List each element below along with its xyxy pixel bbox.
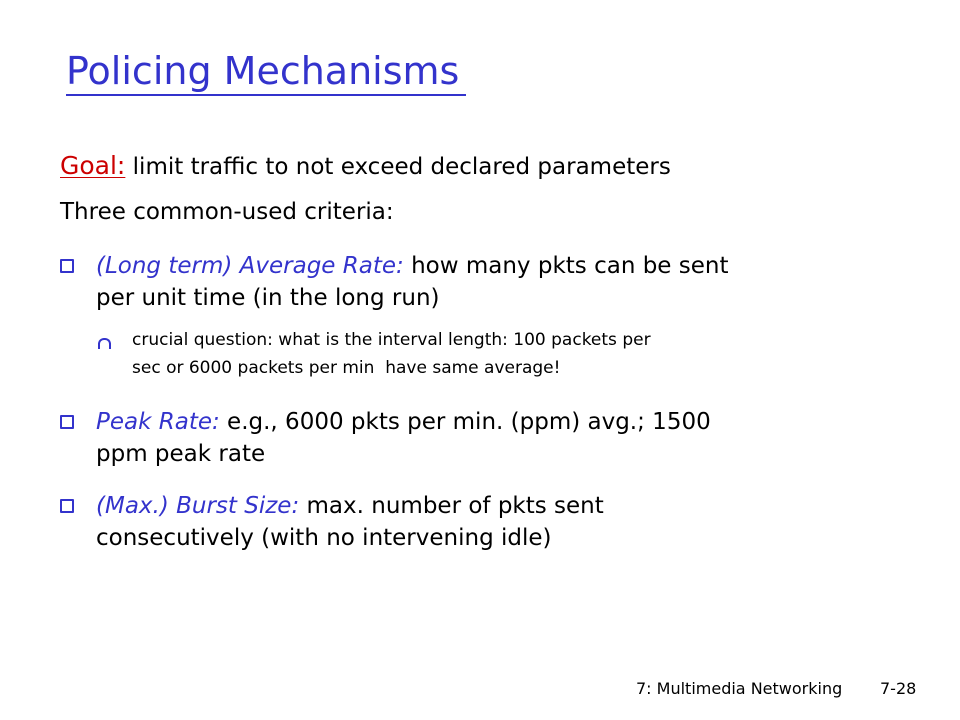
title-underline xyxy=(66,94,466,96)
square-bullet-icon xyxy=(60,259,74,273)
footer-page-number: 7-28 xyxy=(880,679,917,698)
sub-bullet-interval xyxy=(98,326,918,382)
slide-title: Policing Mechanisms xyxy=(66,49,460,93)
bullet-text xyxy=(96,250,920,314)
bullet-term: Peak Rate: xyxy=(96,409,220,435)
criteria-intro: Three common-used criteria: xyxy=(60,199,394,225)
bullet-line: per unit time (in the long run) xyxy=(96,285,440,311)
goal-text: limit traffic to not exceed declared parameters xyxy=(125,154,671,180)
bullet-line: e.g., 6000 pkts per min. (ppm) avg.; 1500 xyxy=(219,409,711,435)
bullet-line: how many pkts can be sent xyxy=(403,253,729,279)
sub-bullet-text xyxy=(132,326,918,382)
bullet-term: (Long term) Average Rate: xyxy=(96,253,404,279)
bullet-line: consecutively (with no intervening idle) xyxy=(96,525,552,551)
bullet-burst-size xyxy=(60,490,920,554)
goal-statement xyxy=(60,150,671,183)
bullet-peak-rate xyxy=(60,406,920,470)
bullet-term: (Max.) Burst Size: xyxy=(96,493,300,519)
sub-bullet-line: crucial question: what is the interval length: 100 packets per xyxy=(132,330,651,350)
square-bullet-icon xyxy=(60,499,74,513)
goal-label: Goal: xyxy=(60,151,126,180)
footer-chapter: 7: Multimedia Networking xyxy=(636,679,843,698)
bullet-text xyxy=(96,406,920,470)
arch-bullet-icon xyxy=(98,338,111,349)
bullet-line: max. number of pkts sent xyxy=(299,493,604,519)
bullet-average-rate xyxy=(60,250,920,314)
sub-bullet-line: sec or 6000 packets per min have same average! xyxy=(132,358,561,378)
bullet-text xyxy=(96,490,920,554)
bullet-line: ppm peak rate xyxy=(96,441,266,467)
square-bullet-icon xyxy=(60,415,74,429)
